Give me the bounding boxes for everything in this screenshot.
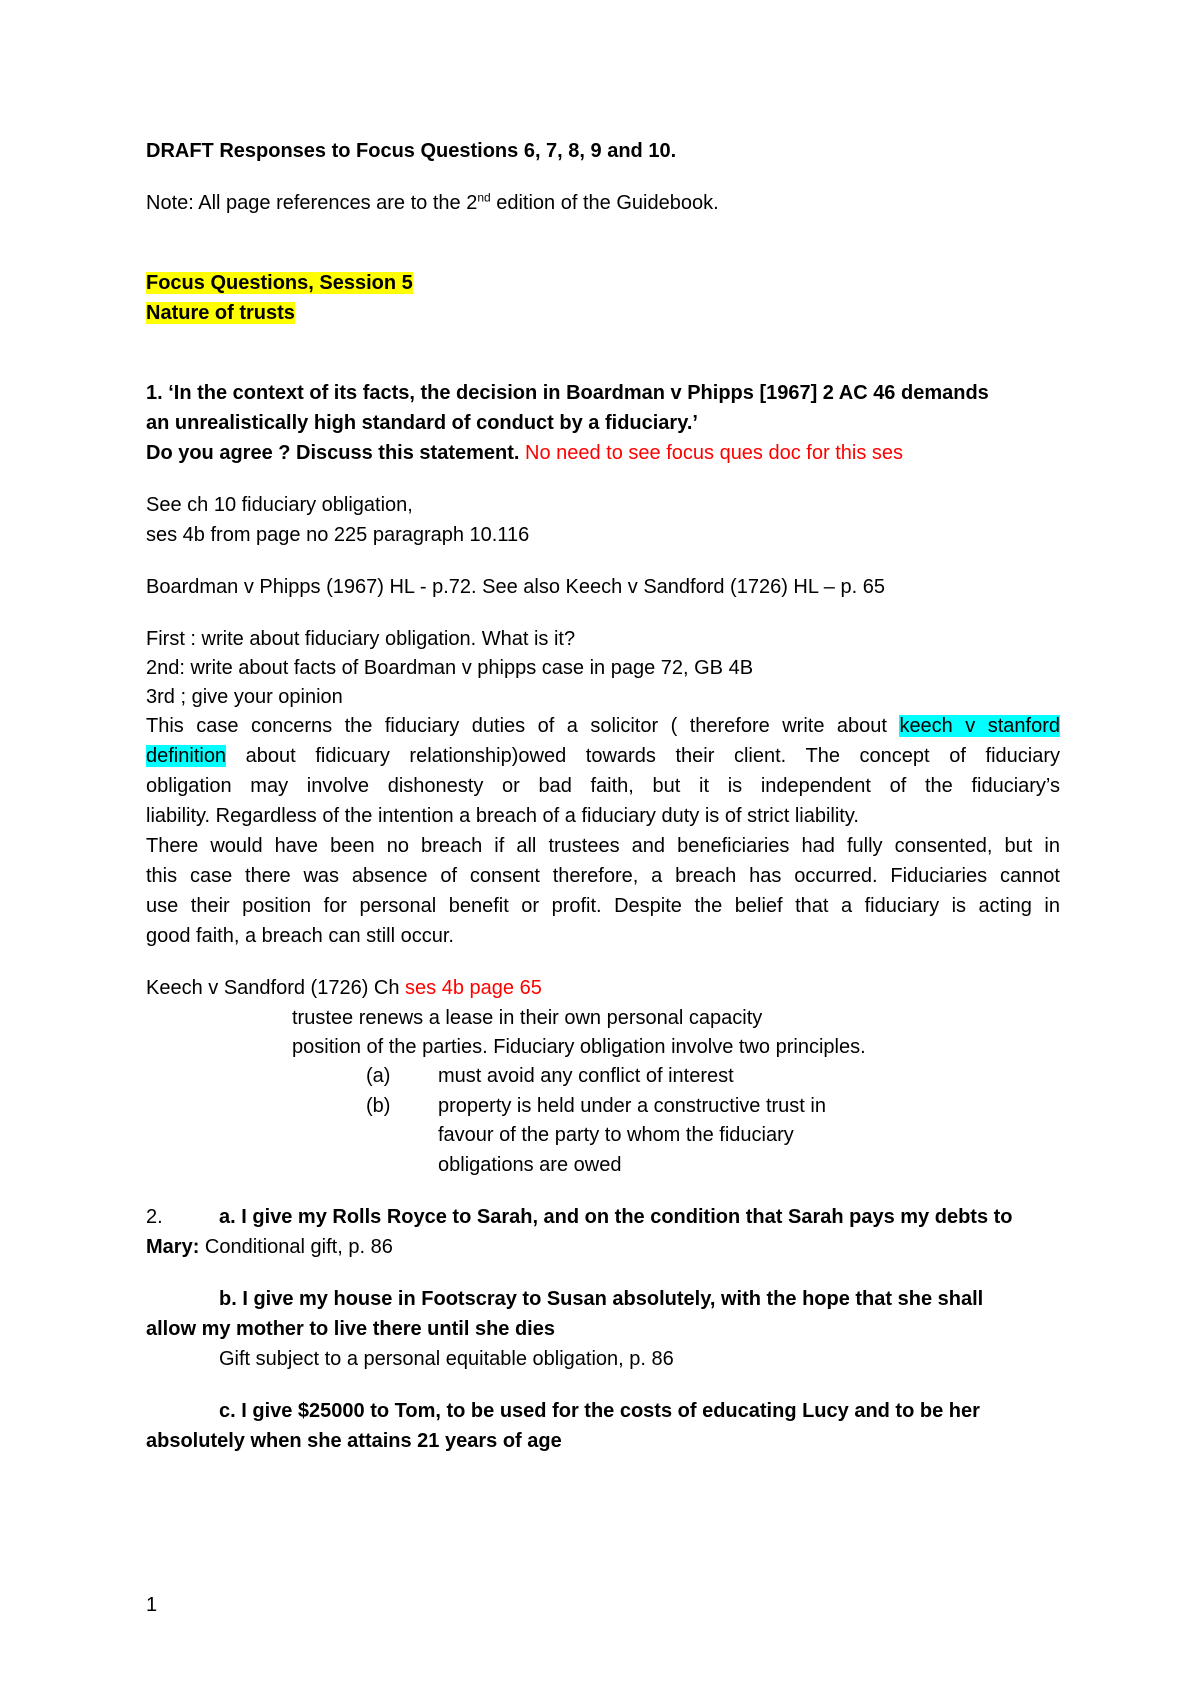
guidebook-note xyxy=(146,188,719,218)
q1-red-note: No need to see focus ques doc for this ses xyxy=(519,442,903,464)
session-subheading xyxy=(146,298,295,328)
q2a-statement-cont: Mary: xyxy=(146,1236,200,1258)
keech-line2: position of the parties. Fiduciary obligation involve two principles. xyxy=(292,1036,866,1058)
para1-text-a: This case concerns the fiduciary duties of a solicitor ( therefore write about xyxy=(146,715,900,737)
keech-heading xyxy=(146,973,542,1003)
q1-prompt-text: Do you agree ? Discuss this statement. xyxy=(146,442,520,464)
session-heading-line2: Nature of trusts xyxy=(146,302,295,324)
q2b-statement-line2: allow my mother to live there until she dies xyxy=(146,1318,555,1340)
q2b-statement-line1: b. I give my house in Footscray to Susan absolutely, with the hope that she shall xyxy=(219,1288,984,1310)
page-number: 1 xyxy=(146,1594,158,1616)
item-a-label: (a) xyxy=(366,1065,391,1087)
keech-label: Keech v Sandford (1726) Ch xyxy=(146,977,406,999)
document-title: DRAFT Responses to Focus Questions 6, 7, 8, 9 and 10. xyxy=(146,140,677,162)
q1-para1-line4: liability. Regardless of the intention a breach of a fiduciary duty is of strict liability. xyxy=(146,805,859,827)
note-suffix: edition of the Guidebook. xyxy=(490,192,719,214)
q1-para2-line1: There would have been no breach if all trustees and beneficiaries had fully consented, but in xyxy=(146,835,1060,857)
para1-text-b: about fidicuary relationship)owed towards their client. The concept of fiduciary xyxy=(226,745,1060,767)
q1-para1-line3: obligation may involve dishonesty or bad faith, but it is independent of the fiduciary’s xyxy=(146,775,1060,797)
q2b-answer: Gift subject to a personal equitable obligation, p. 86 xyxy=(219,1348,674,1370)
q1-statement-line2: an unrealistically high standard of conduct by a fiduciary.’ xyxy=(146,412,698,434)
highlight-definition: definition xyxy=(146,745,227,767)
highlight-keech-stanford: keech v stanford xyxy=(899,715,1060,737)
keech-red-ref: ses 4b page 65 xyxy=(405,977,542,999)
item-a-text: must avoid any conflict of interest xyxy=(438,1065,734,1087)
item-b-label: (b) xyxy=(366,1095,391,1117)
q1-step-first: First : write about fiduciary obligation. What is it? xyxy=(146,628,576,650)
keech-line1: trustee renews a lease in their own personal capacity xyxy=(292,1007,763,1029)
q2a-line2 xyxy=(146,1232,393,1262)
q1-para2-line4: good faith, a breach can still occur. xyxy=(146,925,454,947)
session-heading-line1: Focus Questions, Session 5 xyxy=(146,272,413,294)
item-b-text-line1: property is held under a constructive trust in xyxy=(438,1095,826,1117)
q2c-statement-line1: c. I give $25000 to Tom, to be used for the costs of educating Lucy and to be her xyxy=(219,1400,980,1422)
q1-para1-line2 xyxy=(146,741,1060,771)
q1-see-chapter: See ch 10 fiduciary obligation, xyxy=(146,494,413,516)
q1-para2-line2: this case there was absence of consent therefore, a breach has occurred. Fiduciaries cannot xyxy=(146,865,1060,887)
q2c-statement-line2: absolutely when she attains 21 years of age xyxy=(146,1430,562,1452)
q1-para2-line3: use their position for personal benefit or profit. Despite the belief that a fiduciary is acting in xyxy=(146,895,1060,917)
q1-step-third: 3rd ; give your opinion xyxy=(146,686,343,708)
q2a-answer: Conditional gift, p. 86 xyxy=(199,1236,393,1258)
item-b-text-line3: obligations are owed xyxy=(438,1154,622,1176)
q1-statement-line1: 1. ‘In the context of its facts, the decision in Boardman v Phipps [1967] 2 AC 46 demands xyxy=(146,382,989,404)
q2a-statement-line1: a. I give my Rolls Royce to Sarah, and on the condition that Sarah pays my debts to xyxy=(219,1206,1013,1228)
note-prefix: Note: All page references are to the 2 xyxy=(146,192,478,214)
q1-see-session: ses 4b from page no 225 paragraph 10.116 xyxy=(146,524,530,546)
session-heading xyxy=(146,268,413,298)
q1-para1-line1 xyxy=(146,711,1060,741)
q1-step-second: 2nd: write about facts of Boardman v phipps case in page 72, GB 4B xyxy=(146,657,754,679)
q1-case-references: Boardman v Phipps (1967) HL - p.72. See also Keech v Sandford (1726) HL – p. 65 xyxy=(146,576,885,598)
q1-prompt xyxy=(146,438,903,468)
q2-number: 2. xyxy=(146,1206,163,1228)
note-superscript: nd xyxy=(477,190,491,205)
item-b-text-line2: favour of the party to whom the fiduciary xyxy=(438,1124,794,1146)
